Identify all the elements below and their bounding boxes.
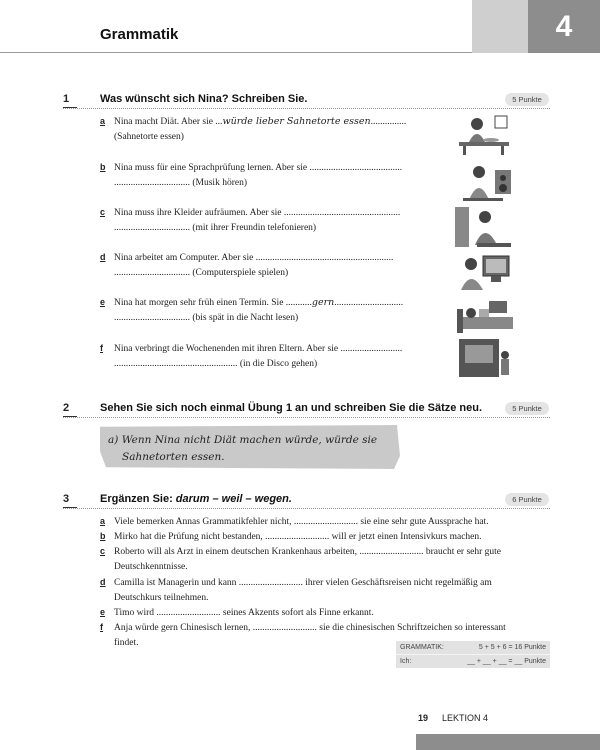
item-text-cont: Deutschkurs teilnehmen.: [114, 593, 209, 603]
lesson-label: LEKTION 4: [442, 713, 489, 723]
item-text[interactable]: Viele bemerken Annas Grammatikfehler nicht, ........................... sie eine sehr gute Aussprache hat.: [114, 517, 489, 527]
ex3-item-b[interactable]: [100, 529, 550, 545]
item-text-cont: Deutschkenntnisse.: [114, 562, 188, 572]
ex1-item-b: [100, 160, 402, 191]
page-title: Grammatik: [100, 26, 179, 43]
item-text[interactable]: Nina muss ihre Kleider aufräumen. Aber sie .................................................: [114, 208, 401, 218]
item-letter: f: [100, 343, 103, 353]
ex3-item-c[interactable]: [100, 544, 550, 575]
item-letter: c: [100, 207, 106, 217]
illustration-computer: [455, 250, 515, 294]
ex1-item-f: [100, 341, 402, 372]
score-value[interactable]: __ + __ + __ = __ Punkte: [467, 658, 546, 665]
item-text[interactable]: Timo wird ........................... seines Akzents sofort als Finne erkannt.: [114, 608, 374, 618]
exercise-3-divider: [63, 508, 550, 509]
item-letter: e: [100, 607, 106, 617]
handwritten-answer[interactable]: würde lieber Sahnetorte essen: [222, 116, 371, 127]
ex1-item-a: [100, 114, 406, 145]
answer-line[interactable]: .............................: [334, 298, 404, 308]
item-text: Nina hat morgen sehr früh einen Termin. Sie ...........: [114, 298, 312, 308]
item-letter: a: [100, 116, 106, 126]
illustration-music: [455, 160, 515, 204]
item-text[interactable]: Nina muss für eine Sprachprüfung lernen. Aber sie .......................................: [114, 163, 403, 173]
exercise-3-title-words: darum – weil – wegen.: [175, 493, 292, 505]
example-answer: [108, 432, 398, 466]
exercise-1-number: 1: [63, 93, 70, 105]
ex1-item-e: [100, 295, 403, 326]
item-letter: f: [100, 622, 103, 632]
item-text[interactable]: Anja würde gern Chinesisch lernen, ........................... sie die chinesischen Schriftzeichen so interessant: [114, 623, 506, 633]
item-letter: d: [100, 577, 106, 587]
item-text[interactable]: Nina arbeitet am Computer. Aber sie ..........................................................: [114, 253, 394, 263]
item-letter: a: [100, 516, 106, 526]
exercise-1-title: Was wünscht sich Nina? Schreiben Sie.: [100, 93, 308, 105]
chapter-number: 4: [528, 0, 600, 53]
score-label: GRAMMATIK:: [400, 644, 444, 651]
ex3-item-a[interactable]: [100, 514, 550, 530]
item-hint[interactable]: ................................ (Musik hören): [114, 178, 247, 188]
score-row-self[interactable]: [396, 654, 550, 668]
answer-line: ...............: [370, 117, 407, 127]
score-row-total: [396, 641, 550, 654]
illustration-eating: [455, 112, 515, 156]
item-text[interactable]: Camilla ist Managerin und kann ........................... ihrer vielen Geschäftsreisen nicht regelmäßig am: [114, 578, 492, 588]
exercise-2-points: 5 Punkte: [505, 402, 549, 415]
score-value: 5 + 5 + 6 = 16 Punkte: [478, 644, 546, 651]
item-letter: e: [100, 297, 106, 307]
item-text[interactable]: Roberto will als Arzt in einem deutschen Krankenhaus arbeiten, ........................... braucht er sehr gute: [114, 547, 502, 557]
item-letter: b: [100, 162, 106, 172]
ex3-item-e[interactable]: [100, 605, 550, 621]
exercise-2-divider: [63, 417, 550, 418]
item-hint[interactable]: ................................ (mit ihrer Freundin telefonieren): [114, 223, 317, 233]
exercise-3-title: [100, 493, 292, 505]
exercise-3-title-text: Ergänzen Sie:: [100, 493, 176, 505]
item-text[interactable]: Nina verbringt die Wochenenden mit ihren Eltern. Aber sie ..........................: [114, 344, 403, 354]
ex1-item-c: [100, 205, 400, 236]
exercise-3-number: 3: [63, 493, 70, 505]
example-line: a) Wenn Nina nicht Diät machen würde, würde sie: [108, 434, 378, 446]
item-letter: b: [100, 531, 106, 541]
item-hint[interactable]: .................................................... (in die Disco gehen): [114, 359, 318, 369]
illustration-phone: [455, 205, 515, 249]
header-accent: [472, 0, 528, 53]
header-divider: [0, 52, 472, 53]
item-hint[interactable]: ................................ (bis spät in die Nacht lesen): [114, 313, 299, 323]
item-text-cont: findet.: [114, 638, 139, 648]
item-text: Nina macht Diät. Aber sie ...: [114, 117, 223, 127]
item-text[interactable]: Mirko hat die Prüfung nicht bestanden, ........................... will er jetzt einen Intensivkurs machen.: [114, 532, 482, 542]
item-hint[interactable]: ................................ (Computerspiele spielen): [114, 268, 289, 278]
exercise-2-title: Sehen Sie sich noch einmal Übung 1 an und schreiben Sie die Sätze neu.: [100, 402, 483, 414]
example-line: Sahnetorten essen.: [122, 451, 225, 463]
ex1-item-d: [100, 250, 393, 281]
exercise-1-points: 5 Punkte: [505, 93, 549, 106]
score-label: Ich:: [400, 658, 412, 665]
item-letter: d: [100, 252, 106, 262]
page-number: 19: [418, 713, 429, 723]
exercise-2-number: 2: [63, 402, 70, 414]
illustration-family: [455, 335, 515, 379]
ex3-item-d[interactable]: [100, 575, 550, 606]
exercise-1-divider: [63, 108, 550, 109]
item-hint: (Sahnetorte essen): [114, 132, 184, 142]
exercise-3-points: 6 Punkte: [505, 493, 549, 506]
header-bar: [0, 0, 472, 53]
illustration-bed: [455, 295, 515, 339]
score-box: [396, 641, 550, 668]
footer-bar: [416, 734, 600, 750]
item-letter: c: [100, 546, 106, 556]
handwritten-answer[interactable]: gern: [311, 297, 335, 308]
